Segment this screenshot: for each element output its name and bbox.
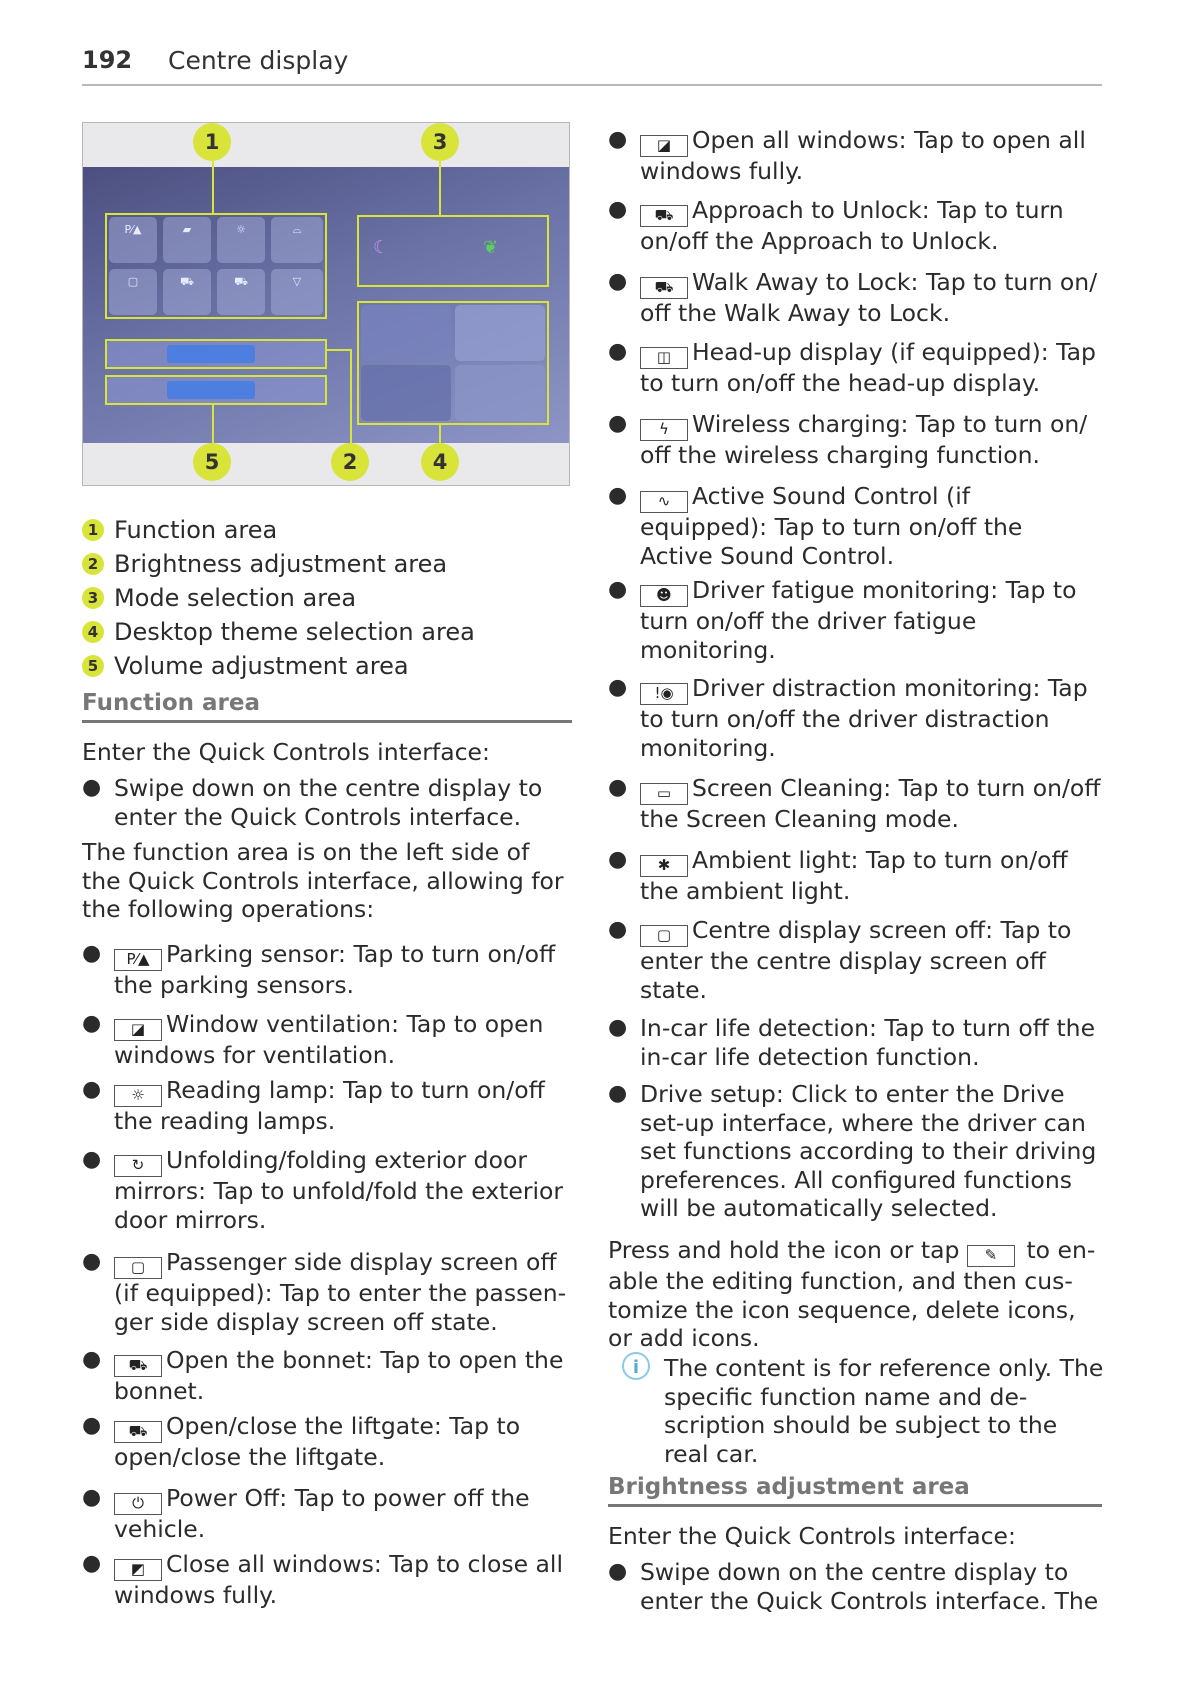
window-ventilation-icon: ◪: [114, 1019, 162, 1041]
function-item: ● ☻ Driver fatigue monitoring: Tap to turn on/off the driver fatigue monitoring.: [608, 576, 1077, 664]
function-item: ● Drive setup: Click to enter the Drive set-up interface, where the driver can set functions according to their driving preferences. All configured functions will be automatically selected.: [608, 1080, 1097, 1222]
function-item: ● ϟ Wireless charging: Tap to turn on/ off the wireless charging function.: [608, 410, 1088, 469]
bonnet-icon: ⛟: [114, 1355, 162, 1377]
fig-tile: ⌓: [271, 217, 323, 263]
function-item: ● ◫ Head-up display (if equipped): Tap to turn on/off the head-up display.: [608, 338, 1096, 397]
moon-icon: ☾: [373, 237, 390, 258]
function-item: ● ◪ Window ventilation: Tap to open windows for ventilation.: [82, 1010, 544, 1069]
function-item: ● ▭ Screen Cleaning: Tap to turn on/off the Screen Cleaning mode.: [608, 774, 1101, 833]
approach-unlock-icon: ⛟: [640, 205, 688, 227]
description-text: The function area is on the left side of the Quick Controls interface, allowing for the following operations:: [82, 838, 564, 923]
reading-lamp-icon: ☼: [114, 1085, 162, 1107]
parking-sensor-icon: P⁄▲: [114, 949, 162, 971]
mirror-fold-icon: ↻: [114, 1155, 162, 1177]
fig-tile: ☼: [217, 217, 265, 263]
fig-tile: ▢: [109, 269, 157, 315]
theme-tile: [455, 305, 545, 361]
fig-tile: ⛟: [163, 269, 211, 315]
liftgate-icon: ⛟: [114, 1421, 162, 1443]
function-item: ● ⛟ Walk Away to Lock: Tap to turn on/ off the Walk Away to Lock.: [608, 268, 1098, 327]
theme-tile: [361, 365, 451, 421]
function-item: ● ▢ Centre display screen off: Tap to enter the centre display screen off state.: [608, 916, 1072, 1004]
legend-item: 2 Brightness adjustment area: [82, 550, 572, 584]
function-item: ● P⁄▲ Parking sensor: Tap to turn on/off the parking sensors.: [82, 940, 556, 999]
callout-3: 3: [421, 123, 459, 161]
screen-cleaning-icon: ▭: [640, 783, 688, 805]
function-item: ● !◉ Driver distraction monitoring: Tap to turn on/off the driver distraction monitoring.: [608, 674, 1088, 762]
function-item: ● ↻ Unfolding/folding exterior door mirrors: Tap to unfold/fold the exterior door mirrors.: [82, 1146, 564, 1234]
function-item: ● ⏻ Power Off: Tap to power off the vehicle.: [82, 1484, 530, 1543]
function-item: ● ⛟ Open the bonnet: Tap to open the bonnet.: [82, 1346, 564, 1405]
head-up-display-icon: ◫: [640, 347, 688, 369]
ambient-light-icon: ✱: [640, 855, 688, 877]
legend-item: 3 Mode selection area: [82, 584, 572, 618]
step-item: ● Swipe down on the centre display to enter the Quick Controls interface. The: [608, 1558, 1099, 1615]
legend-item: 1 Function area: [82, 516, 572, 550]
intro-text: Enter the Quick Controls interface:: [82, 738, 490, 766]
callout-1: 1: [193, 123, 231, 161]
legend-item: 4 Desktop theme selection area: [82, 618, 572, 652]
fig-tile: P⁄▲: [109, 217, 157, 263]
wireless-charging-icon: ϟ: [640, 419, 688, 441]
section-heading: Brightness adjustment area: [608, 1474, 1102, 1507]
walk-away-lock-icon: ⛟: [640, 277, 688, 299]
quick-controls-figure: [82, 122, 570, 486]
function-item: ● ◪ Open all windows: Tap to open all windows fully.: [608, 126, 1086, 185]
power-off-icon: ⏻: [114, 1493, 162, 1515]
fig-tile: ▰: [163, 217, 211, 263]
fig-tile: ▽: [271, 269, 323, 315]
function-item: ● ◩ Close all windows: Tap to close all windows fully.: [82, 1550, 563, 1609]
legend-item: 5 Volume adjustment area: [82, 652, 572, 686]
edit-instruction: Press and hold the icon or tap ✎ to en-able the editing function, and then cus-tomize the icon sequence, delete icons, or add icons.: [608, 1236, 1096, 1352]
brightness-slider: [107, 341, 325, 367]
active-sound-icon: ∿: [640, 491, 688, 513]
centre-screen-off-icon: ▢: [640, 925, 688, 947]
page-title: Centre display: [168, 46, 349, 75]
edit-icon: ✎: [967, 1245, 1015, 1267]
section-heading: Function area: [82, 690, 572, 723]
page-header: [82, 44, 1102, 86]
function-item: ● ☼ Reading lamp: Tap to turn on/off the reading lamps.: [82, 1076, 545, 1135]
function-item: ● ⛟ Open/close the liftgate: Tap to open/close the liftgate.: [82, 1412, 521, 1471]
fig-tile: ⛟: [217, 269, 265, 315]
open-windows-icon: ◪: [640, 135, 688, 157]
function-item: ● ▢ Passenger side display screen off (if equipped): Tap to enter the passen-ger side display screen off state.: [82, 1248, 567, 1336]
callout-2: 2: [331, 443, 369, 481]
passenger-screen-off-icon: ▢: [114, 1257, 162, 1279]
function-item: ● ∿ Active Sound Control (if equipped): Tap to turn on/off the Active Sound Control.: [608, 482, 1023, 570]
info-icon: i: [622, 1352, 650, 1380]
theme-tile: [361, 305, 451, 361]
intro-text: Enter the Quick Controls interface:: [608, 1522, 1016, 1550]
driver-fatigue-icon: ☻: [640, 585, 688, 607]
step-item: ● Swipe down on the centre display to enter the Quick Controls interface.: [82, 774, 543, 831]
theme-tile: [455, 365, 545, 421]
quick-controls-screenshot: [83, 167, 569, 443]
callout-4: 4: [421, 443, 459, 481]
close-windows-icon: ◩: [114, 1559, 162, 1581]
leaf-icon: ❦: [483, 237, 499, 258]
function-item: ● ⛟ Approach to Unlock: Tap to turn on/off the Approach to Unlock.: [608, 196, 1064, 255]
callout-5: 5: [193, 443, 231, 481]
driver-distraction-icon: !◉: [640, 683, 688, 705]
function-item: ● In-car life detection: Tap to turn off the in-car life detection function.: [608, 1014, 1096, 1071]
volume-slider: [107, 377, 325, 403]
note-text: The content is for reference only. The specific function name and de-scription should be subject to the real car.: [664, 1354, 1104, 1468]
figure-legend: [82, 516, 572, 686]
function-item: ● ✱ Ambient light: Tap to turn on/off the ambient light.: [608, 846, 1068, 905]
page-number: 192: [82, 46, 133, 74]
